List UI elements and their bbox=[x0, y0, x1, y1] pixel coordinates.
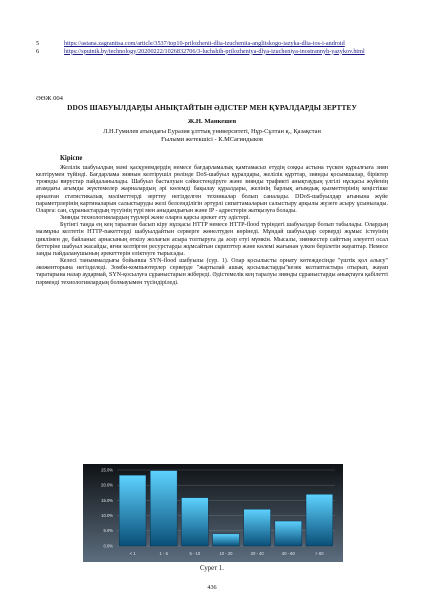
y-tick-label: 20.0% bbox=[101, 482, 113, 488]
y-tick-label: 5.0% bbox=[103, 528, 113, 534]
y-tick-label: 15.0% bbox=[101, 497, 113, 503]
reference-number: 6 bbox=[36, 47, 40, 55]
reference-item bbox=[36, 40, 388, 48]
affiliation bbox=[36, 128, 388, 144]
section-heading: Кіріспе bbox=[60, 155, 83, 162]
page-number: 436 bbox=[207, 584, 217, 591]
paper-title: DDOS ШАБУЫЛДАРДЫ АНЫҚТАЙТЫН ӘДІСТЕР МЕН ҚҰРАЛДАРДЫ ЗЕРТТЕУ bbox=[67, 103, 357, 112]
x-tick-label: 10 - 20 bbox=[219, 551, 233, 556]
reference-link[interactable]: https://sputnik.by/technology/20200222/1026832706/3-luchshih-prilozheniya-dlya-izucheniya-inostrannyh-yazykov.html bbox=[64, 47, 365, 55]
paragraph: Бүгінгі таңда ең кең таралған басып кіру нұсқасы HTTP немесе HTTP-flood түріндегі шабуылдар болып табылады. Олардың мазмұны келтетін HTTP-пакеттерді шабуылдайтын серверге жөнелтуден көрінеді. Мұндай шабуылдар серверді жұмыс істеуінің циклімен де, байланыс арнасының өткізу жолағын асыра толтыруға да әсер етуі мүмкін. Мысалы, зиянкестер сайттың әлеуетті осал беттеріне шабуыл жасайды, яғни келтірген ресурстарды жұмсайтын скрипттер және көлемі жағынан үлкен берілетін жауаптар. Немесе заңды пайдаланушының әрекеттерін еліктеуге тырысады. bbox=[36, 222, 388, 257]
bar bbox=[213, 534, 240, 546]
x-tick-label: 1 - 5 bbox=[159, 551, 168, 556]
bar bbox=[150, 471, 177, 546]
udk-code: ӘӨЖ 004 bbox=[36, 95, 63, 102]
bar bbox=[244, 509, 271, 546]
paragraph: Келесі таныммалдығы бойынша SYN-flood шабуылы (сур. 1). Олар қосылысты орнату көтеждесінде "үштік қол алысу" әкоженторына негізделеді. Зомби-компьютерлер серверде "жартылай ашық қосылыстарды"кезек келтаптастыра отырып, жауап таратарына назар аудармай, SYN-қосылуға сұраныстарын жібереді. Әдістемелік кең таралуы зиянды сұраныстарды анықтауға қабілетті пәрменді технологиялардың болмауымен түсіндіріледі. bbox=[36, 258, 388, 286]
y-tick-label: 0.0% bbox=[103, 543, 113, 549]
reference-link[interactable]: https://astana.zagranitsa.com/article/3537/top10-prilozhenii-dlia-izucheniia-angliiskogo-iazyka-dlia-ios-i-android bbox=[64, 40, 345, 47]
reference-list bbox=[36, 40, 388, 55]
x-tick-label: 5 - 10 bbox=[189, 551, 201, 556]
figure-chart bbox=[83, 464, 343, 562]
x-tick-label: < 1 bbox=[129, 551, 136, 556]
bar bbox=[181, 498, 208, 546]
supervisor-line: Ғылыми жетекшісі - К.МСагиндыков bbox=[161, 136, 263, 143]
x-tick-label: 20 - 40 bbox=[250, 551, 264, 556]
author-name: Ж.Н. Манкешев bbox=[187, 118, 237, 125]
figure-caption: Сурет 1. bbox=[200, 565, 224, 572]
body-text bbox=[36, 165, 388, 287]
bar bbox=[275, 521, 302, 546]
reference-item bbox=[36, 48, 388, 56]
affiliation-line: Л.Н.Гумилев атындағы Еуразия ұлттық университеті, Нұр-Сұлтан қ., Қазақстан bbox=[103, 128, 321, 135]
x-tick-label: 40 - 60 bbox=[281, 551, 295, 556]
paragraph: Желілік шабуылдың мәні қасқүнемдердің немесе бағдарламалық қамтамасыз етудің соққы астына түскен құрылғыға зиян келтірумен түйінді. Бағдарлама зиянын келтірушіл рөлінде DoS-шабуыл құралдары, желілік құрттар, зиянды қосымшалар, біріктер троянды вирустар пайдаланылады. Шабуыл басталуын сәйкестендіруге және зиянды трафикті анықтаудың үлгілі нұсқасы жүйенің атамдағы ағымды жүктемелер жарналардың әрі көлемді бақылау құралдары, желінің барлық ағымдық қызметтерінің кеңістікке арналған статистикалық мәліметтерді зерттеу негізделген техникалар болып саналады. DDoS-шабуылдар ағынына жүйе параметрлерінің картиналарын салыстыруды желі белсенділігін әртүрлі сипаттамаларын салыстыру арқылы жүзеге асыру ұсынылады. Оларға: сан, сұраныстардың түсуінің түрі мен аныдамдығын және IP - адрестерін жатқызуға болады. bbox=[36, 165, 388, 214]
reference-number: 5 bbox=[36, 40, 40, 47]
x-tick-label: > 60 bbox=[315, 551, 324, 556]
y-tick-label: 25.0% bbox=[101, 467, 113, 473]
bar bbox=[119, 475, 146, 546]
bar bbox=[306, 494, 333, 546]
y-tick-label: 10.0% bbox=[101, 513, 113, 518]
bar-chart bbox=[83, 464, 343, 562]
paragraph: Зиянды технологиялардың түрлері және оларға қарсы әрекет ету әдістері. bbox=[60, 215, 250, 222]
